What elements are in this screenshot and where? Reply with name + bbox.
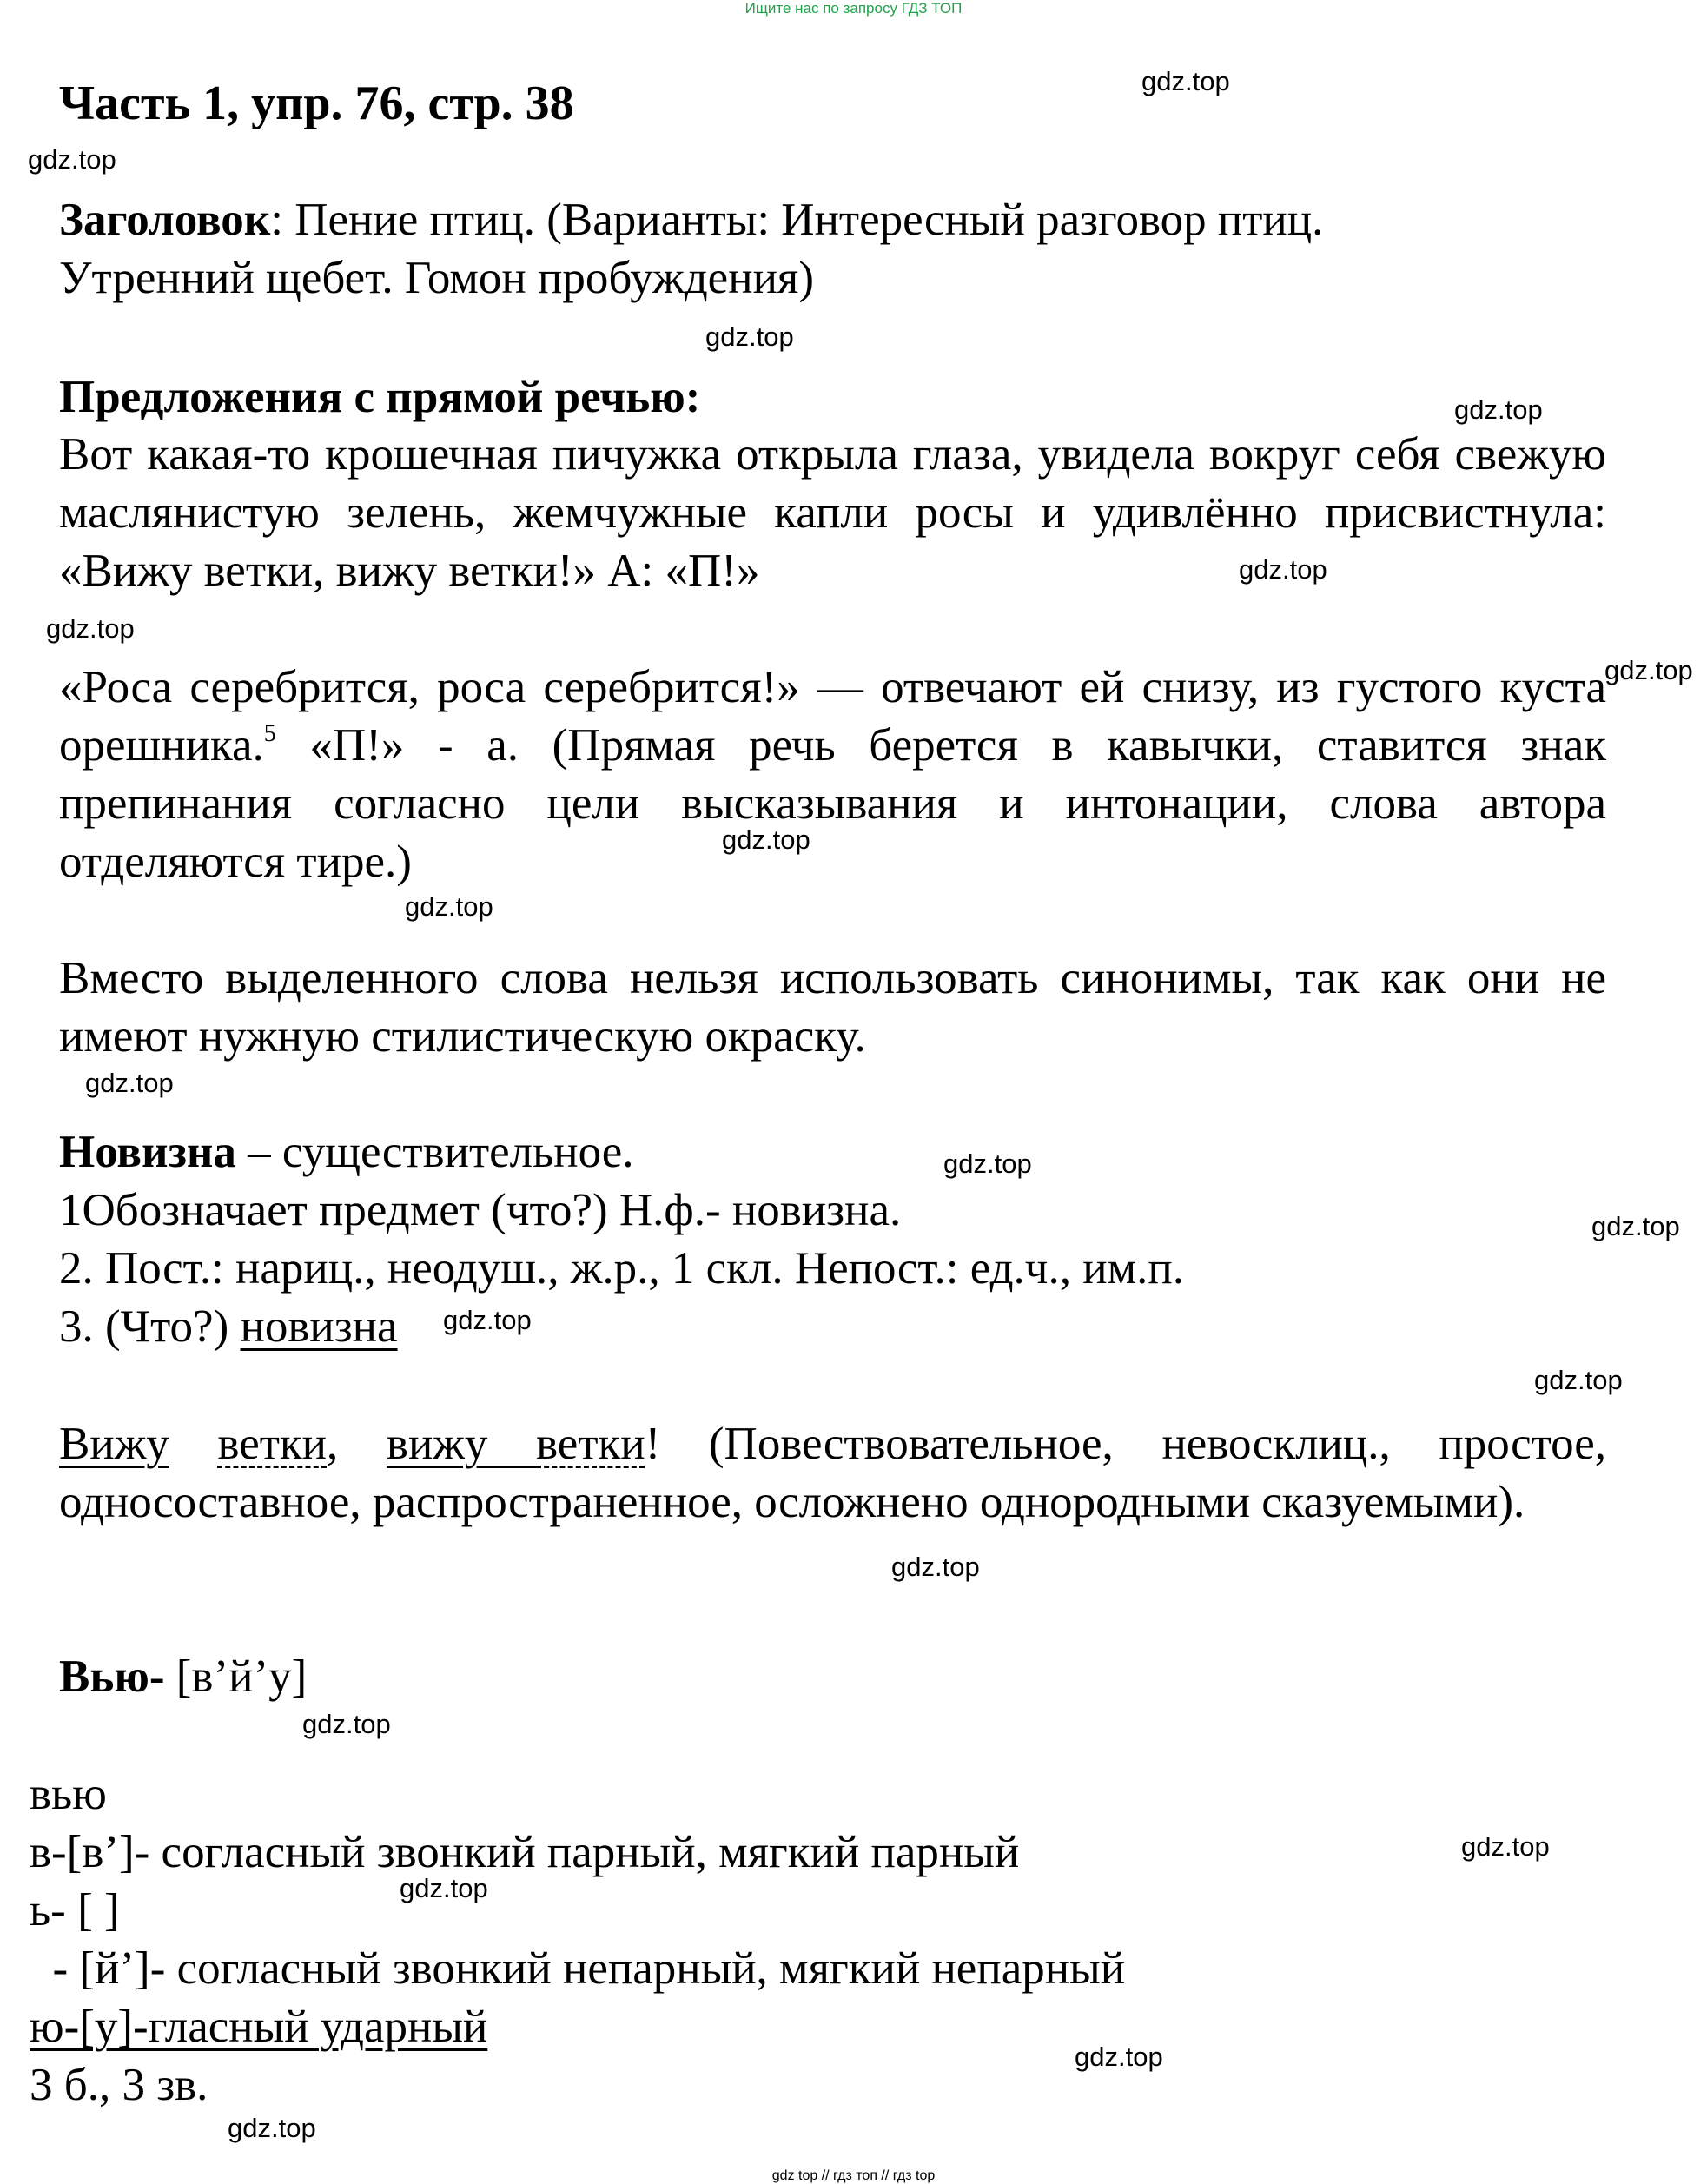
bottom-banner[interactable]: gdz top // гдз топ // гдз top — [771, 2168, 936, 2183]
syntax-word-1: Вижу — [59, 1419, 169, 1469]
phonetic-line-3: - [й’]- согласный звонкий непарный, мягкий непарный — [30, 1943, 1126, 1994]
watermark: gdz.top — [1534, 1365, 1623, 1395]
top-banner[interactable]: Ищите нас по запросу ГДЗ ТОП — [744, 0, 963, 17]
heading-text: : Пение птиц. (Варианты: Интересный разговор птиц. — [270, 195, 1324, 245]
morph-line-3-prefix: 3. (Что?) — [59, 1301, 241, 1352]
watermark: gdz.top — [1454, 394, 1543, 425]
morph-heading — [59, 1123, 634, 1181]
phonetic-heading — [59, 1648, 307, 1706]
syntax-paragraph — [59, 1415, 1606, 1532]
watermark: gdz.top — [891, 1552, 980, 1582]
phonetic-label: Вью- — [59, 1651, 165, 1702]
heading-label: Заголовок — [59, 195, 271, 245]
morph-line-2: 2. Пост.: нариц., неодуш., ж.р., 1 скл. Непост.: ед.ч., им.п. — [59, 1243, 1184, 1294]
watermark: gdz.top — [228, 2113, 316, 2143]
phonetic-line-5: 3 б., 3 зв. — [30, 2060, 208, 2110]
morph-line-1: 1Обозначает предмет (что?) Н.ф.- новизна. — [59, 1185, 902, 1235]
watermark: gdz.top — [1141, 66, 1230, 96]
heading-line-1 — [59, 191, 1323, 249]
watermark: gdz.top — [302, 1709, 391, 1739]
syntax-word-3: вижу — [386, 1419, 537, 1469]
page-title: Часть 1, упр. 76, стр. 38 — [59, 76, 574, 130]
watermark: gdz.top — [28, 144, 116, 175]
para-2-text-b: «П!» - а. (Прямая речь берется в кавычки, ставится знак препинания согласно цели высказывания и интонации, слова автора отделяются тире.) — [59, 720, 1606, 887]
phonetic-line-1: в-[в’]- согласный звонкий парный, мягкий парный — [30, 1827, 1020, 1877]
phonetic-line-4: ю-[у]-гласный ударный — [30, 2002, 488, 2052]
synonyms-paragraph: Вместо выделенного слова нельзя использовать синонимы, так как они не имеют нужную стилистическую окраску. — [59, 953, 1606, 1062]
syntax-word-2: ветки — [217, 1419, 328, 1469]
watermark: gdz.top — [722, 824, 810, 855]
morph-line-3 — [59, 1298, 398, 1356]
syntax-word-4: ветки — [536, 1419, 645, 1469]
direct-speech-label: Предложения с прямой речью: — [59, 372, 701, 422]
footnote-marker: 5 — [263, 720, 276, 747]
morph-pos: – существительное. — [235, 1127, 634, 1177]
watermark: gdz.top — [1239, 554, 1327, 585]
watermark: gdz.top — [705, 321, 794, 352]
watermark: gdz.top — [943, 1148, 1032, 1179]
watermark: gdz.top — [85, 1068, 174, 1098]
phonetic-transcription: [в’й’у] — [164, 1651, 308, 1702]
watermark: gdz.top — [1461, 1831, 1550, 1862]
watermark: gdz.top — [1591, 1211, 1680, 1241]
direct-speech-para-1: Вот какая-то крошечная пичужка открыла глаза, увидела вокруг себя свежую маслянистую зелень, жемчужные капли росы и удивлённо присвистнула: «Вижу ветки, вижу ветки!» А: «П!» — [59, 429, 1606, 596]
syntax-rest: ! (Повествовательное, невосклиц., простое, односоставное, распространенное, осложнено однородными сказуемыми). — [59, 1419, 1606, 1527]
direct-speech-para-2 — [59, 659, 1606, 891]
watermark: gdz.top — [443, 1305, 532, 1335]
heading-line-2: Утренний щебет. Гомон пробуждения) — [59, 253, 814, 303]
phonetic-line-2: ь- [ ] — [30, 1885, 120, 1936]
watermark: gdz.top — [46, 613, 135, 644]
para-2-text-a: «Роса серебрится, роса серебрится!» — отвечают ей снизу, из густого куста орешника. — [59, 662, 1606, 771]
morph-line-3-word: новизна — [240, 1301, 398, 1352]
watermark: gdz.top — [400, 1873, 488, 1903]
watermark: gdz.top — [1075, 2042, 1163, 2072]
watermark: gdz.top — [1604, 655, 1693, 685]
phonetic-word: вью — [30, 1769, 107, 1819]
syntax-comma: , — [327, 1419, 387, 1469]
watermark: gdz.top — [405, 891, 493, 922]
morph-word: Новизна — [59, 1127, 236, 1177]
